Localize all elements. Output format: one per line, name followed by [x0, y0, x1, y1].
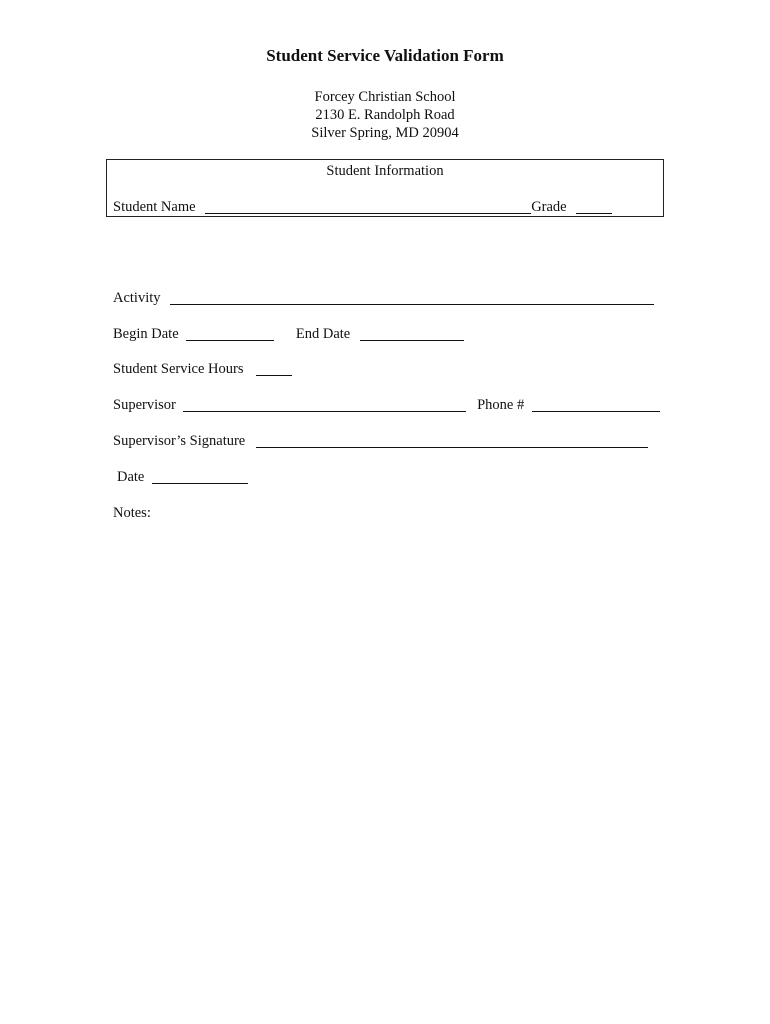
supervisor-field[interactable]	[183, 397, 466, 412]
date-field[interactable]	[152, 469, 248, 484]
phone-label: Phone #	[477, 397, 525, 413]
student-info-box	[106, 159, 664, 217]
student-info-heading: Student Information	[326, 163, 444, 179]
signature-field[interactable]	[256, 433, 648, 448]
date-row	[117, 468, 248, 486]
form-title: Student Service Validation Form	[266, 46, 504, 65]
notes-label: Notes:	[113, 505, 151, 521]
phone-field[interactable]	[532, 397, 660, 412]
school-street: 2130 E. Randolph Road	[315, 107, 455, 123]
activity-field[interactable]	[170, 290, 654, 305]
school-name: Forcey Christian School	[314, 89, 456, 105]
hours-row	[113, 360, 292, 378]
hours-field[interactable]	[256, 361, 292, 376]
end-date-label: End Date	[295, 326, 351, 342]
dates-row	[113, 325, 464, 343]
end-date-field[interactable]	[360, 326, 464, 341]
student-name-row	[113, 198, 612, 216]
date-label: Date	[117, 469, 145, 485]
begin-date-label: Begin Date	[113, 326, 179, 342]
supervisor-row	[113, 396, 660, 414]
school-city: Silver Spring, MD 20904	[311, 125, 459, 141]
activity-label: Activity	[113, 290, 161, 306]
student-name-field[interactable]	[205, 199, 531, 214]
signature-label: Supervisor’s Signature	[113, 433, 246, 449]
signature-row	[113, 432, 648, 450]
grade-label: Grade	[531, 199, 567, 215]
activity-row	[113, 289, 654, 307]
student-name-label: Student Name	[113, 199, 196, 215]
supervisor-label: Supervisor	[113, 397, 176, 413]
grade-field[interactable]	[576, 199, 612, 214]
hours-label: Student Service Hours	[113, 361, 244, 377]
begin-date-field[interactable]	[186, 326, 274, 341]
